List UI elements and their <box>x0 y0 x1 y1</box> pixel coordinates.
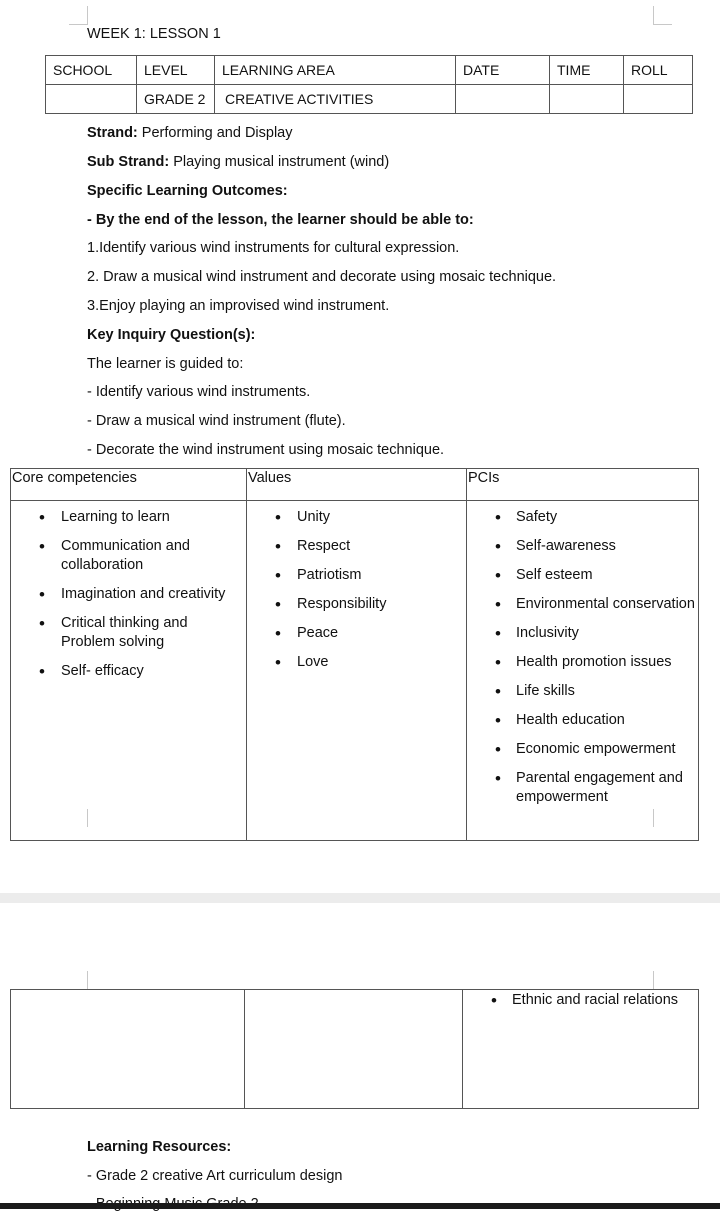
list-item: • Love <box>247 653 466 672</box>
list-item: • Health education <box>467 711 698 730</box>
outcome-1: 1.Identify various wind instruments for cultural expression. <box>87 240 460 256</box>
values-cell-continued <box>245 990 463 1109</box>
guided-item-2: - Draw a musical wind instrument (flute). <box>87 413 346 429</box>
sub-strand-line <box>87 153 389 171</box>
slo-intro: - By the end of the lesson, the learner should be able to: <box>87 212 474 228</box>
value-cell-roll <box>624 85 693 114</box>
header-cell-school: SCHOOL <box>46 56 137 85</box>
list-item: • Safety <box>467 508 698 527</box>
header-cell-roll: ROLL <box>624 56 693 85</box>
learning-resources-heading: Learning Resources: <box>87 1139 232 1155</box>
list-item: • Self- efficacy <box>11 662 246 681</box>
value-cell-school <box>46 85 137 114</box>
crop-mark-bottom-right <box>653 809 672 827</box>
competency-header-row <box>11 469 699 501</box>
values-list <box>247 508 466 672</box>
crop-mark-top-left <box>69 971 88 990</box>
list-item: • Communication and collaboration <box>11 537 201 575</box>
competency-continued-row <box>11 990 699 1109</box>
pcis-list-continued <box>463 991 698 1010</box>
list-item: • Self esteem <box>467 566 698 585</box>
crop-mark-top-right <box>653 971 672 990</box>
outcome-2: 2. Draw a musical wind instrument and decorate using mosaic technique. <box>87 269 557 285</box>
page-gap <box>0 893 720 903</box>
strand-label: Strand: <box>87 125 138 141</box>
list-item: • Environmental conservation <box>467 595 698 614</box>
guided-item-1: - Identify various wind instruments. <box>87 384 311 400</box>
kiq-heading: Key Inquiry Question(s): <box>87 327 256 343</box>
list-item: • Imagination and creativity <box>11 585 246 604</box>
header-core-competencies: Core competencies <box>11 469 247 501</box>
value-cell-learning-area: CREATIVE ACTIVITIES <box>215 85 456 114</box>
guided-intro: The learner is guided to: <box>87 356 244 372</box>
document-page-2 <box>0 903 720 1203</box>
competency-table-continued <box>10 989 699 1109</box>
pcis-cell-continued <box>463 990 699 1109</box>
core-competencies-list <box>11 508 246 681</box>
header-values: Values <box>247 469 467 501</box>
list-item: • Inclusivity <box>467 624 698 643</box>
list-item: • Critical thinking and Problem solving <box>11 614 201 652</box>
sub-strand-label: Sub Strand: <box>87 154 170 170</box>
header-cell-time: TIME <box>550 56 624 85</box>
bottom-bar <box>0 1203 720 1209</box>
outcome-3: 3.Enjoy playing an improvised wind instrument. <box>87 298 390 314</box>
competency-body-row <box>11 501 699 841</box>
value-cell-time <box>550 85 624 114</box>
lesson-header-table <box>45 55 693 114</box>
slo-heading: Specific Learning Outcomes: <box>87 183 288 199</box>
value-cell-level: GRADE 2 <box>137 85 215 114</box>
list-item: • Patriotism <box>247 566 466 585</box>
crop-mark-top-right <box>653 6 672 25</box>
header-pcis: PCIs <box>467 469 699 501</box>
header-cell-level: LEVEL <box>137 56 215 85</box>
value-cell-date <box>456 85 550 114</box>
strand-value: Performing and Display <box>141 125 293 141</box>
sub-strand-value: Playing musical instrument (wind) <box>173 154 390 170</box>
competency-table <box>10 468 699 841</box>
crop-mark-bottom-left <box>69 809 88 827</box>
crop-mark-top-left <box>69 6 88 25</box>
list-item: • Unity <box>247 508 466 527</box>
list-item: • Ethnic and racial relations <box>463 991 698 1010</box>
value-row <box>46 85 693 114</box>
guided-item-3: - Decorate the wind instrument using mosaic technique. <box>87 442 445 458</box>
list-item: • Respect <box>247 537 466 556</box>
pcis-list <box>467 508 698 807</box>
list-item: • Peace <box>247 624 466 643</box>
list-item: • Responsibility <box>247 595 466 614</box>
pcis-cell <box>467 501 699 841</box>
header-cell-learning-area: LEARNING AREA <box>215 56 456 85</box>
list-item: • Learning to learn <box>11 508 246 527</box>
week-lesson-title: WEEK 1: LESSON 1 <box>87 26 221 42</box>
core-competencies-cell <box>11 501 247 841</box>
values-cell <box>247 501 467 841</box>
learning-resource-1: - Grade 2 creative Art curriculum design <box>87 1168 343 1184</box>
header-row <box>46 56 693 85</box>
list-item: • Life skills <box>467 682 698 701</box>
list-item: • Economic empowerment <box>467 740 698 759</box>
list-item: • Parental engagement and empowerment <box>467 769 696 807</box>
list-item: • Health promotion issues <box>467 653 698 672</box>
list-item: • Self-awareness <box>467 537 698 556</box>
core-competencies-cell-continued <box>11 990 245 1109</box>
strand-line <box>87 124 293 142</box>
header-cell-date: DATE <box>456 56 550 85</box>
